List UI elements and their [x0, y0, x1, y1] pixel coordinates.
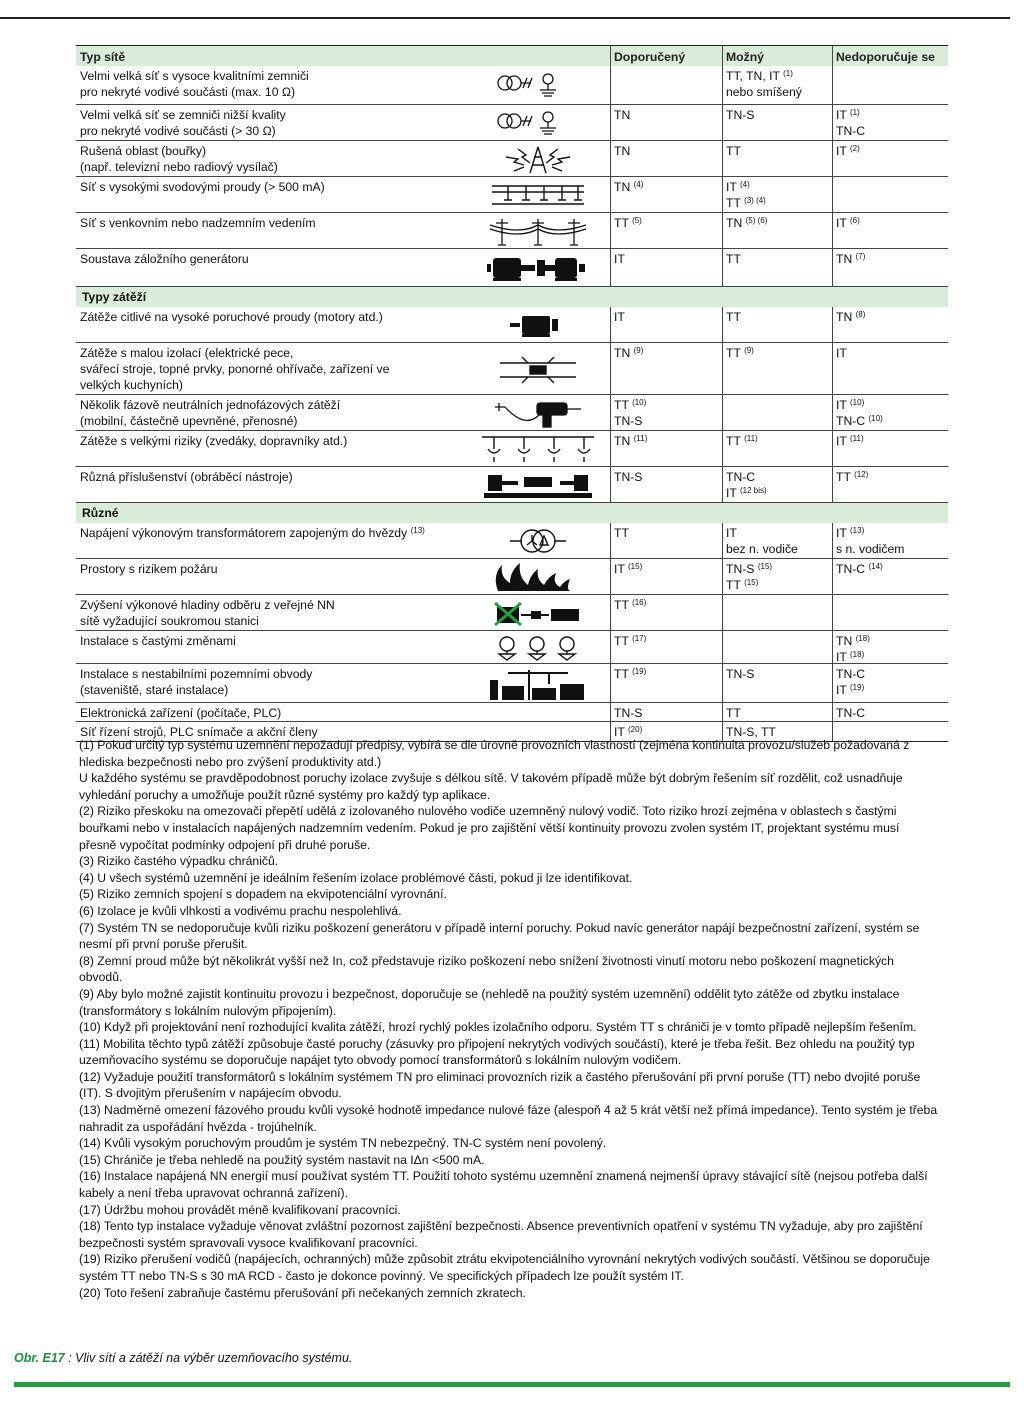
table-row	[76, 523, 948, 559]
lamps-icon	[480, 631, 596, 663]
footnote: (13) Nadměrné omezení fázového proudu kvůli vysoké hodnotě impedance nulové fáze (alespoň 4 až 5 krát větší než přímá impedance). Tento systém je třeba nahradit za uspořádání hvězda - trojúhelník.	[79, 1103, 938, 1134]
description-line: Síť s venkovním nebo nadzemním vedením	[80, 216, 316, 230]
drill-icon	[480, 395, 596, 430]
description-line: Různá příslušenství (obráběcí nástroje)	[80, 470, 293, 484]
footnote: (16) Instalace napájená NN energií musí používat systém TT. Použití tohoto systému uzemnění znamená nejmenší úpravy stávající sítě (nejsou potřeba další kabely a není třeba upravovat ochranná zařízení).	[79, 1169, 928, 1201]
row-description	[80, 525, 490, 541]
figure-caption	[14, 1351, 352, 1365]
top-rule	[0, 17, 1010, 19]
description-line: Zátěže s malou izolací (elektrické pece,	[80, 346, 294, 360]
nedoporucuje-cell: TN $^{(8)}$	[836, 310, 866, 324]
row-description	[80, 397, 490, 429]
section-header	[76, 287, 948, 307]
description-line: (staveniště, staré instalace)	[80, 683, 229, 697]
row-description	[80, 68, 490, 100]
motor-icon	[480, 307, 596, 342]
doporuceny-cell: TN	[614, 144, 631, 158]
table-row	[76, 395, 948, 431]
table-row	[76, 249, 948, 287]
table-row	[76, 307, 948, 343]
footnote: (19) Riziko přerušení vodičů (napájecích, ochranných) může způsobit ztrátu ekvipotenciálního vyrovnání nekrytých vodivých součástí. Většinou se doporučuje systém TT nebo TN-S s 30 mA RCD - často je dokonce povinný. Ve specifických případech lze použít systém IT.	[79, 1252, 930, 1283]
footnote: (6) Izolace je kvůli vlhkosti a vodivému prachu nespolehlivá.	[79, 903, 402, 918]
doporuceny-cell: TN $^{(9)}$	[614, 346, 644, 360]
description-line: Velmi velká síť se zemniči nižší kvality	[80, 108, 286, 122]
doporuceny-cell: TT $^{(16)}$	[614, 598, 647, 612]
header-nedoporucuje: Nedoporučuje se	[836, 50, 935, 64]
nedoporucuje-cell: TN $^{(7)}$	[836, 252, 866, 266]
mozny-cell: TT, TN, IT $^{(1)}$ nebo smíšený	[726, 69, 802, 99]
doporuceny-cell: TN-S	[614, 706, 643, 720]
nedoporucuje-cell: TN-C $^{(14)}$	[836, 562, 883, 576]
crane-hooks-icon	[480, 431, 596, 466]
table-row	[76, 595, 948, 631]
footnote: (14) Kvůli vysokým poruchovým proudům je systém TN nebezpečný. TN-C systém není povolený.	[79, 1136, 607, 1151]
description-line: Zátěže citlivé na vysoké poruchové proudy (motory atd.)	[80, 310, 383, 324]
mozny-cell: TT $^{(11)}$	[726, 434, 758, 448]
fire-icon	[480, 559, 596, 594]
row-description	[80, 666, 490, 698]
header-doporuceny: Doporučený	[614, 50, 686, 64]
doporuceny-cell: IT	[614, 310, 625, 324]
nedoporucuje-cell: IT $^{(10)}$ TN-C $^{(10)}$	[836, 398, 883, 428]
row-description	[80, 143, 490, 175]
row-description	[80, 251, 490, 267]
mozny-cell: TT $^{(9)}$	[726, 346, 754, 360]
mozny-cell: TN-S	[726, 108, 755, 122]
mozny-cell: TT	[726, 144, 741, 158]
nedoporucuje-cell: IT $^{(11)}$	[836, 434, 864, 448]
doporuceny-cell: TT $^{(10)}$ TN-S	[614, 398, 647, 428]
row-description	[80, 179, 490, 195]
leakage-network-icon	[480, 177, 596, 212]
bottom-rule	[14, 1382, 1010, 1387]
footnote: (4) U všech systémů uzemnění je ideálním řešením izolace problémové části, pokud ji lze identifikovat.	[79, 870, 633, 885]
footnote: (18) Tento typ instalace vyžaduje věnovat zvláštní pozornost zajištění bezpečnosti. Absence preventivních opatření v systému TN vyžaduje, aby pro zajištění bezpečnosti systém spravovali vysoce kvalifikovaní pracovníci.	[79, 1219, 923, 1250]
mozny-cell: IT bez n. vodiče	[726, 526, 798, 556]
footnote: U každého systému se pravděpodobnost poruchy izolace zvyšuje s délkou sítě. V takovém případě může být dobrým řešením síť rozdělit, což usnadňuje vyhledání poruchy a umožňuje použít různé systémy pro každý typ aplikace.	[79, 771, 903, 802]
section-header	[76, 503, 948, 523]
mozny-cell: IT $^{(4)}$ TT $^{(3) (4)}$	[726, 180, 766, 210]
header-mozny: Možný	[726, 50, 764, 64]
footnote: (8) Zemní proud může být několikrát vyšší než In, což představuje riziko poškození nebo snížení životnosti vinutí motoru nebo poškození magnetických obvodů.	[79, 953, 894, 985]
mozny-cell: TT	[726, 310, 741, 324]
transformer-icon	[480, 523, 596, 558]
doporuceny-cell: IT $^{(15)}$	[614, 562, 643, 576]
description-line: Síť s vysokými svodovými proudy (> 500 mA)	[80, 180, 325, 194]
description-line: Velmi velká síť s vysoce kvalitními zemniči	[80, 69, 309, 83]
description-line: Několik fázově neutrálních jednofázových zátěží	[80, 398, 341, 412]
description-line: Instalace s častými změnami	[80, 634, 236, 648]
nedoporucuje-cell: TN $^{(18)}$ IT $^{(18)}$	[836, 634, 870, 664]
description-line: Soustava záložního generátoru	[80, 252, 249, 266]
footnote: (7) Systém TN se nedoporučuje kvůli riziku poškození generátoru v případě interní poruchy. Pokud navíc generátor napájí bezpečnostní zařízení, systém se nesmí při první poruše přerušit.	[79, 920, 920, 952]
overhead-line-icon	[480, 213, 596, 248]
row-description	[80, 597, 490, 629]
description-line: (mobilní, částečně upevněné, přenosné)	[80, 414, 298, 428]
mozny-cell: TT	[726, 706, 741, 720]
row-description	[80, 633, 490, 649]
caption-lead: Obr. E17	[14, 1351, 65, 1365]
doporuceny-cell: TT	[614, 526, 629, 540]
construction-site-icon	[480, 664, 596, 702]
description-line: Napájení výkonovým transformátorem zapojeným do hvězdy $^{(13)}$	[80, 526, 425, 540]
footnote: (12) Vyžaduje použití transformátorů s lokálním systémem TN pro eliminaci provozních rizik a častého přerušování při první poruše (TT) nebo dvojité poruše (IT). S dvojitým přerušením v napájecím obvodu.	[79, 1069, 921, 1101]
footnotes	[79, 737, 939, 1301]
doporuceny-cell: IT	[614, 252, 625, 266]
nedoporucuje-cell: TN-C	[836, 706, 866, 720]
table-header	[76, 46, 948, 66]
doporuceny-cell: TT $^{(19)}$	[614, 667, 647, 681]
table-row	[76, 467, 948, 503]
doporuceny-cell: TT $^{(5)}$	[614, 216, 642, 230]
row-description	[80, 309, 490, 325]
earth-electrode-icon	[480, 66, 596, 104]
footnote: (2) Riziko přeskoku na omezovači přepětí udělá z izolovaného nulového vodiče uzemněný nulový vodič. Toto riziko hrozí zejména v oblastech s častými bouřkami nebo v instalacích napájených nadzemním vedením. Pokud je pro zajištění větší kontinuity provozu zvolen systém IT, projektant systému musí přesně vypočítat podmínky odpojení při druhé poruše.	[79, 804, 900, 852]
nedoporucuje-cell: IT $^{(1)}$ TN-C	[836, 108, 866, 138]
table-row	[76, 105, 948, 141]
table-row	[76, 703, 948, 722]
grounding-system-table	[76, 45, 948, 742]
description-line: Síť řízení strojů, PLC snímače a akční členy	[80, 725, 318, 739]
mozny-cell: TN $^{(5) (6)}$	[726, 216, 768, 230]
row-description	[80, 215, 490, 231]
footnote: (20) Toto řešení zabraňuje častému přerušování při nečekaných zemních zkratech.	[79, 1285, 526, 1300]
table-row	[76, 343, 948, 395]
description-line: Prostory s rizikem požáru	[80, 562, 218, 576]
description-line: Instalace s nestabilními pozemními obvody	[80, 667, 313, 681]
caption-text: : Vliv sítí a zátěží na výběr uzemňovacího systému.	[68, 1351, 353, 1365]
earth-electrode-icon	[480, 105, 596, 140]
description-line: Elektronická zařízení (počítače, PLC)	[80, 706, 282, 720]
doporuceny-cell: TN-S	[614, 470, 643, 484]
description-line: (např. televizní nebo radiový vysílač)	[80, 160, 278, 174]
table-row	[76, 213, 948, 249]
row-description	[80, 107, 490, 139]
footnote: (9) Aby bylo možné zajistit kontinuitu provozu i bezpečnost, doporučuje se (nehledě na použitý systém uzemnění) oddělit tyto zátěže od zbytku instalace (transformátory s lokálním nulovým připojením).	[79, 986, 900, 1018]
nedoporucuje-cell: IT $^{(13)}$ s n. vodičem	[836, 526, 905, 556]
row-description	[80, 345, 490, 393]
mozny-cell: TN-C IT $^{(12 bis)}$	[726, 470, 767, 500]
mozny-cell: TT	[726, 252, 741, 266]
row-description	[80, 433, 490, 449]
row-description	[80, 705, 490, 721]
doporuceny-cell: TN $^{(11)}$	[614, 434, 648, 448]
row-description	[80, 561, 490, 577]
table-row	[76, 559, 948, 595]
section-label: Typy zátěží	[82, 290, 147, 304]
doporuceny-cell: IT $^{(20)}$	[614, 725, 643, 739]
doporuceny-cell: TT $^{(17)}$	[614, 634, 647, 648]
nedoporucuje-cell: TT $^{(12)}$	[836, 470, 869, 484]
footnote: (10) Když při projektování není rozhodující kvalita zátěží, hrozí rychlý pokles izolačního odporu. Systém TT s chrániči je v tomto případě nejlepším řešením.	[79, 1020, 917, 1035]
description-line: pro nekryté vodivé součásti (max. 10 Ω)	[80, 85, 296, 99]
heater-icon	[480, 343, 596, 394]
description-line: sítě vyžadující soukromou stanici	[80, 614, 259, 628]
mozny-cell: TN-S, TT	[726, 725, 776, 739]
header-typ-site: Typ sítě	[80, 50, 126, 64]
doporuceny-cell: TN $^{(4)}$	[614, 180, 644, 194]
table-row	[76, 631, 948, 664]
footnote: (5) Riziko zemních spojení s dopadem na ekvipotenciální vyrovnání.	[79, 887, 447, 902]
table-row	[76, 431, 948, 467]
section-label: Různé	[82, 506, 119, 520]
description-line: Zvýšení výkonové hladiny odběru z veřejné NN	[80, 598, 335, 612]
nedoporucuje-cell: IT $^{(6)}$	[836, 216, 860, 230]
doporuceny-cell: TN	[614, 108, 631, 122]
substation-icon	[480, 595, 596, 630]
nedoporucuje-cell: IT	[836, 346, 847, 360]
lightning-tower-icon	[480, 141, 596, 176]
table-row	[76, 141, 948, 177]
table-row	[76, 66, 948, 105]
nedoporucuje-cell: TN-C IT $^{(19)}$	[836, 667, 866, 697]
nedoporucuje-cell: IT $^{(2)}$	[836, 144, 860, 158]
description-line: svářecí stroje, topné prvky, ponorné ohřívače, zařízení ve	[80, 362, 390, 376]
row-description	[80, 469, 490, 485]
description-line: Rušená oblast (bouřky)	[80, 144, 206, 158]
footnote: (15) Chrániče je třeba nehledě na použitý systém nastavit na IΔn <500 mA.	[79, 1152, 485, 1167]
footnote: (1) Pokud určitý typ systému uzemnění nepožadují předpisy, vybírá se dle úrovně provozních vlastností (zejména kontinuita provozu/služeb požadovaná z hlediska bezpečnosti nebo pro zvýšení produktivity atd.)	[79, 738, 910, 769]
footnote: (17) Údržbu mohou provádět méně kvalifikovaní pracovníci.	[79, 1202, 401, 1217]
mozny-cell: TN-S	[726, 667, 755, 681]
machine-tool-icon	[480, 467, 596, 502]
footnote: (11) Mobilita těchto typů zátěží způsobuje časté poruchy (zásuvky pro připojení nekrytých vodivých součástí), které je třeba řešit. Bez ohledu na použitý typ uzemňovacího systému se doporučuje napájet tyto obvody pomocí transformátorů s lokálním nulovým vodičem.	[79, 1036, 915, 1068]
description-line: pro nekryté vodivé součásti (> 30 Ω)	[80, 124, 276, 138]
table-row	[76, 177, 948, 213]
generator-icon	[480, 249, 596, 286]
mozny-cell: TN-S $^{(15)}$ TT $^{(15)}$	[726, 562, 773, 592]
footnote: (3) Riziko častého výpadku chráničů.	[79, 854, 279, 869]
description-line: velkých kuchyních)	[80, 378, 183, 392]
table-row	[76, 664, 948, 703]
description-line: Zátěže s velkými riziky (zvedáky, dopravníky atd.)	[80, 434, 348, 448]
